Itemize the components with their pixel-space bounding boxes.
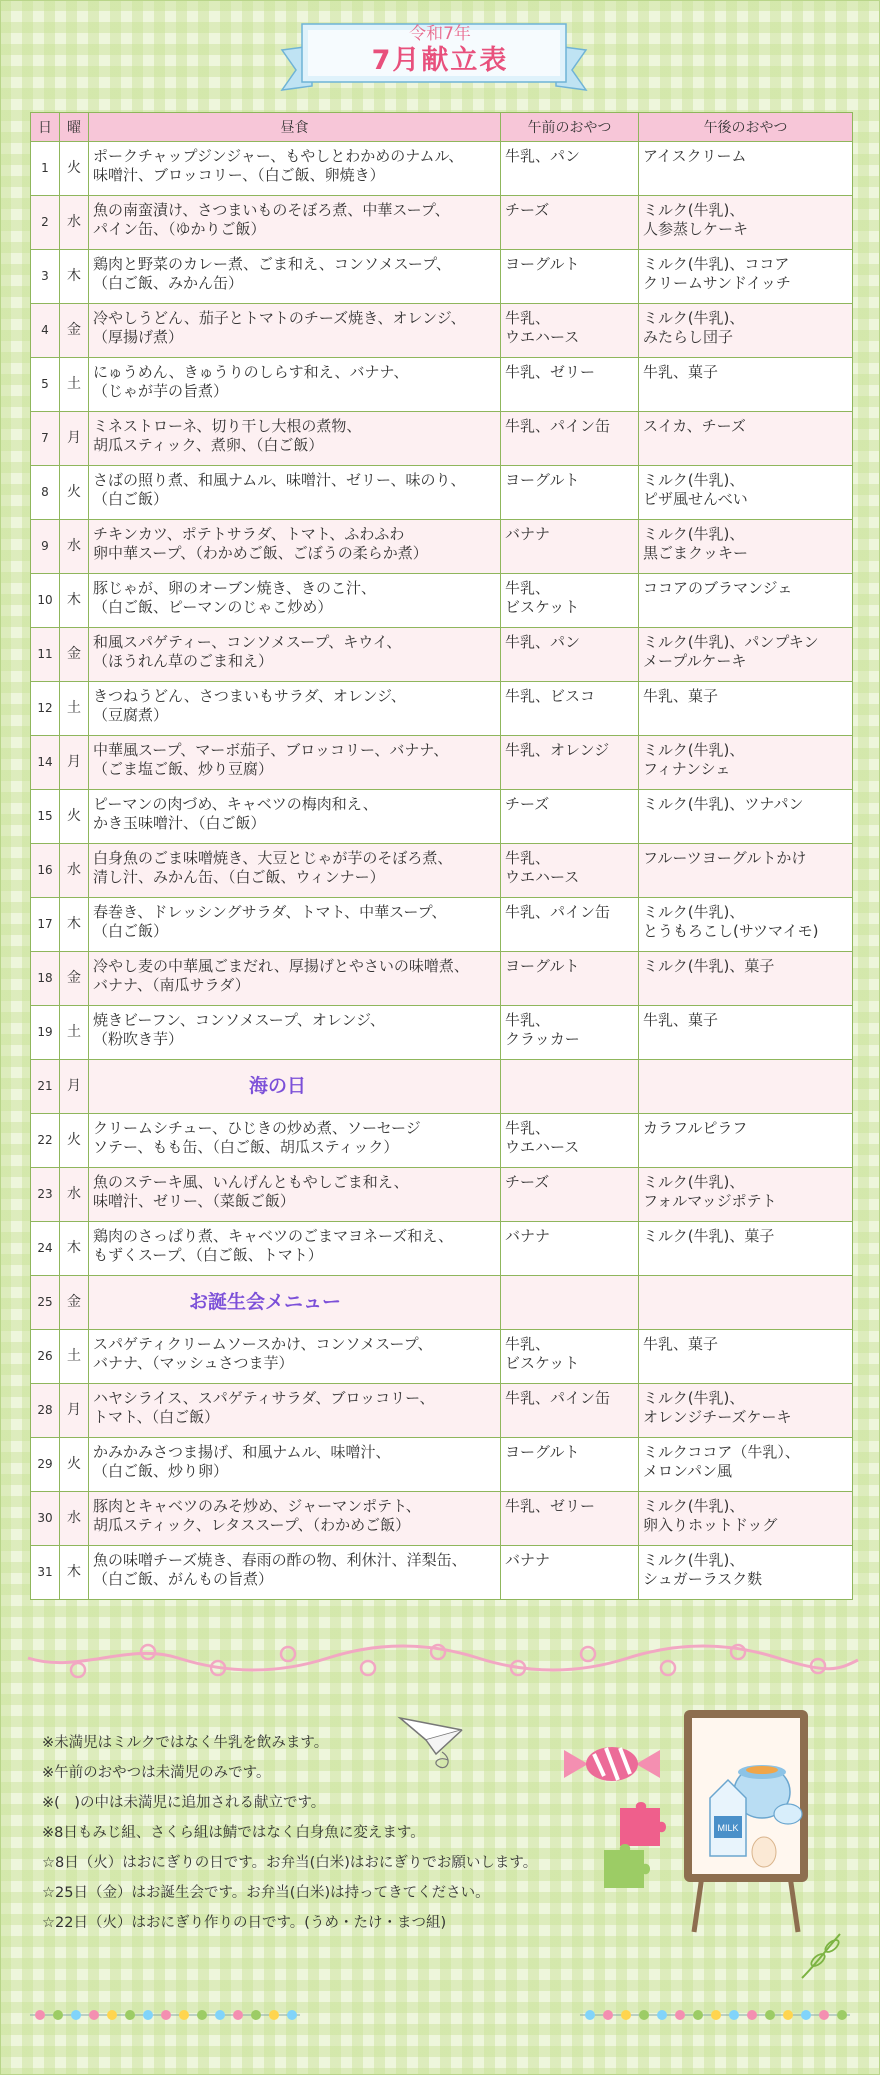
weekday-cell: 木 <box>60 574 89 628</box>
table-row <box>31 412 853 466</box>
lunch-cell: 冷やしうどん、茄子とトマトのチーズ焼き、オレンジ、 （厚揚げ煮） <box>89 304 501 358</box>
day-cell: 22 <box>31 1114 60 1168</box>
day-cell: 15 <box>31 790 60 844</box>
day-cell: 8 <box>31 466 60 520</box>
morning-snack-cell: 牛乳、 クラッカー <box>501 1006 639 1060</box>
afternoon-snack-cell: ココアのブラマンジェ <box>639 574 853 628</box>
title-block <box>302 24 578 78</box>
day-cell: 7 <box>31 412 60 466</box>
weekday-cell: 木 <box>60 250 89 304</box>
afternoon-snack-cell: ミルク(牛乳)、菓子 <box>639 1222 853 1276</box>
weekday-cell: 火 <box>60 1114 89 1168</box>
weekday-cell: 土 <box>60 358 89 412</box>
day-cell: 26 <box>31 1330 60 1384</box>
table-row <box>31 1060 853 1114</box>
lunch-cell: にゅうめん、きゅうりのしらす和え、バナナ、 （じゃが芋の旨煮） <box>89 358 501 412</box>
note-item: ※午前のおやつは未満児のみです。 <box>42 1765 271 1781</box>
day-cell: 11 <box>31 628 60 682</box>
day-cell: 18 <box>31 952 60 1006</box>
morning-snack-cell: チーズ <box>501 1168 639 1222</box>
afternoon-snack-cell: ミルク(牛乳)、 卵入りホットドッグ <box>639 1492 853 1546</box>
lunch-cell: さばの照り煮、和風ナムル、味噌汁、ゼリー、味のり、 （白ご飯） <box>89 466 501 520</box>
table-row <box>31 1276 853 1330</box>
day-cell: 3 <box>31 250 60 304</box>
lunch-cell: スパゲティクリームソースかけ、コンソメスープ、 バナナ、（マッシュさつま芋） <box>89 1330 501 1384</box>
morning-snack-cell: バナナ <box>501 520 639 574</box>
afternoon-snack-cell: 牛乳、菓子 <box>639 1330 853 1384</box>
morning-snack-cell: 牛乳、パイン缶 <box>501 898 639 952</box>
table-row <box>31 1006 853 1060</box>
day-cell: 16 <box>31 844 60 898</box>
col-lunch: 昼食 <box>89 113 501 142</box>
bead-string-left <box>30 2000 300 2030</box>
lunch-cell: 豚じゃが、卵のオーブン焼き、きのこ汁、 （白ご飯、ピーマンのじゃこ炒め） <box>89 574 501 628</box>
page-title: 7月献立表 <box>371 45 509 76</box>
afternoon-snack-cell: ミルク(牛乳)、 オレンジチーズケーキ <box>639 1384 853 1438</box>
afternoon-snack-cell: アイスクリーム <box>639 142 853 196</box>
table-row <box>31 574 853 628</box>
weekday-cell: 月 <box>60 412 89 466</box>
bead-string-right <box>580 2000 850 2030</box>
afternoon-snack-cell: 牛乳、菓子 <box>639 1006 853 1060</box>
note-item: ☆25日（金）はお誕生会です。お弁当(白米)は持ってきてください。 <box>42 1885 490 1901</box>
morning-snack-cell: 牛乳、ゼリー <box>501 358 639 412</box>
day-cell: 28 <box>31 1384 60 1438</box>
afternoon-snack-cell: ミルク(牛乳)、 とうもろこし(サツマイモ) <box>639 898 853 952</box>
morning-snack-cell: 牛乳、ゼリー <box>501 1492 639 1546</box>
empty-cell <box>639 1060 853 1114</box>
afternoon-snack-cell: ミルク(牛乳)、 フィナンシェ <box>639 736 853 790</box>
empty-cell <box>501 1276 639 1330</box>
milk-board-illustration <box>680 1706 812 1934</box>
lunch-cell: ミネストローネ、切り干し大根の煮物、 胡瓜スティック、煮卵、（白ご飯） <box>89 412 501 466</box>
lunch-cell: チキンカツ、ポテトサラダ、トマト、ふわふわ 卵中華スープ、（わかめご飯、ごぼうの柔らか煮） <box>89 520 501 574</box>
weekday-cell: 木 <box>60 898 89 952</box>
day-cell: 1 <box>31 142 60 196</box>
lunch-cell: 冷やし麦の中華風ごまだれ、厚揚げとやさいの味噌煮、 バナナ、（南瓜サラダ） <box>89 952 501 1006</box>
table-row <box>31 1438 853 1492</box>
morning-snack-cell: 牛乳、 ビスケット <box>501 1330 639 1384</box>
col-morning-snack: 午前のおやつ <box>501 113 639 142</box>
weekday-cell: 水 <box>60 1492 89 1546</box>
afternoon-snack-cell: ミルク(牛乳)、 シュガーラスク麩 <box>639 1546 853 1600</box>
table-row <box>31 1384 853 1438</box>
note-item: ※8日もみじ組、さくら組は鯖ではなく白身魚に変えます。 <box>42 1825 425 1841</box>
candy-icon <box>560 1740 664 1788</box>
milk-carton-label: MILK <box>717 1823 739 1833</box>
day-cell: 25 <box>31 1276 60 1330</box>
table-row <box>31 682 853 736</box>
table-row <box>31 1222 853 1276</box>
afternoon-snack-cell: カラフルピラフ <box>639 1114 853 1168</box>
weekday-cell: 火 <box>60 142 89 196</box>
menu-table <box>30 112 853 1600</box>
lunch-cell: 白身魚のごま味噌焼き、大豆とじゃが芋のそぼろ煮、 清し汁、みかん缶、（白ご飯、ウィンナー） <box>89 844 501 898</box>
day-cell: 17 <box>31 898 60 952</box>
special-day-label: お誕生会メニュー <box>89 1276 501 1330</box>
lunch-cell: 鶏肉と野菜のカレー煮、ごま和え、コンソメスープ、 （白ご飯、みかん缶） <box>89 250 501 304</box>
weekday-cell: 月 <box>60 736 89 790</box>
morning-snack-cell: ヨーグルト <box>501 952 639 1006</box>
col-day: 日 <box>31 113 60 142</box>
weekday-cell: 木 <box>60 1222 89 1276</box>
lunch-cell: 魚のステーキ風、いんげんともやしごま和え、 味噌汁、ゼリー、（菜飯ご飯） <box>89 1168 501 1222</box>
morning-snack-cell: ヨーグルト <box>501 1438 639 1492</box>
morning-snack-cell: 牛乳、ビスコ <box>501 682 639 736</box>
table-row <box>31 466 853 520</box>
day-cell: 19 <box>31 1006 60 1060</box>
weekday-cell: 土 <box>60 1330 89 1384</box>
lunch-cell: ピーマンの肉づめ、キャベツの梅肉和え、 かき玉味噌汁、（白ご飯） <box>89 790 501 844</box>
table-row <box>31 736 853 790</box>
day-cell: 23 <box>31 1168 60 1222</box>
weekday-cell: 水 <box>60 196 89 250</box>
morning-snack-cell: バナナ <box>501 1222 639 1276</box>
weekday-cell: 火 <box>60 790 89 844</box>
afternoon-snack-cell: スイカ、チーズ <box>639 412 853 466</box>
special-day-label: 海の日 <box>89 1060 501 1114</box>
afternoon-snack-cell: ミルク(牛乳)、 フォルマッジポテト <box>639 1168 853 1222</box>
lunch-cell: 春巻き、ドレッシングサラダ、トマト、中華スープ、 （白ご飯） <box>89 898 501 952</box>
lunch-cell: きつねうどん、さつまいもサラダ、オレンジ、 （豆腐煮） <box>89 682 501 736</box>
weekday-cell: 水 <box>60 520 89 574</box>
afternoon-snack-cell: フルーツヨーグルトかけ <box>639 844 853 898</box>
lunch-cell: ハヤシライス、スパゲティサラダ、ブロッコリー、 トマト、（白ご飯） <box>89 1384 501 1438</box>
lunch-cell: かみかみさつま揚げ、和風ナムル、味噌汁、 （白ご飯、炒り卵） <box>89 1438 501 1492</box>
table-row <box>31 1330 853 1384</box>
table-row <box>31 250 853 304</box>
weekday-cell: 土 <box>60 1006 89 1060</box>
afternoon-snack-cell: ミルク(牛乳)、ココア クリームサンドイッチ <box>639 250 853 304</box>
afternoon-snack-cell: ミルク(牛乳)、パンプキン メープルケーキ <box>639 628 853 682</box>
note-item: ※未満児はミルクではなく牛乳を飲みます。 <box>42 1735 329 1751</box>
afternoon-snack-cell: ミルク(牛乳)、 黒ごまクッキー <box>639 520 853 574</box>
day-cell: 2 <box>31 196 60 250</box>
lunch-cell: クリームシチュー、ひじきの炒め煮、ソーセージ ソテー、もも缶、（白ご飯、胡瓜スティック） <box>89 1114 501 1168</box>
lunch-cell: 魚の南蛮漬け、さつまいものそぼろ煮、中華スープ、 パイン缶、（ゆかりご飯） <box>89 196 501 250</box>
morning-snack-cell: チーズ <box>501 196 639 250</box>
table-row <box>31 142 853 196</box>
day-cell: 4 <box>31 304 60 358</box>
table-row <box>31 898 853 952</box>
leaf-sprig-icon <box>796 1928 846 1984</box>
lunch-cell: 焼きビーフン、コンソメスープ、オレンジ、 （粉吹き芋） <box>89 1006 501 1060</box>
era-label: 令和7年 <box>409 24 471 44</box>
table-row <box>31 628 853 682</box>
morning-snack-cell: 牛乳、オレンジ <box>501 736 639 790</box>
weekday-cell: 月 <box>60 1060 89 1114</box>
table-row <box>31 1114 853 1168</box>
weekday-cell: 土 <box>60 682 89 736</box>
weekday-cell: 月 <box>60 1384 89 1438</box>
weekday-cell: 金 <box>60 304 89 358</box>
morning-snack-cell: チーズ <box>501 790 639 844</box>
morning-snack-cell: 牛乳、 ウエハース <box>501 1114 639 1168</box>
lunch-cell: 和風スパゲティー、コンソメスープ、キウイ、 （ほうれん草のごま和え） <box>89 628 501 682</box>
day-cell: 5 <box>31 358 60 412</box>
table-row <box>31 358 853 412</box>
lunch-cell: 中華風スープ、マーボ茄子、ブロッコリー、バナナ、 （ごま塩ご飯、炒り豆腐） <box>89 736 501 790</box>
col-afternoon-snack: 午後のおやつ <box>639 113 853 142</box>
afternoon-snack-cell: 牛乳、菓子 <box>639 358 853 412</box>
morning-snack-cell: 牛乳、パイン缶 <box>501 412 639 466</box>
afternoon-snack-cell: ミルク(牛乳)、菓子 <box>639 952 853 1006</box>
lunch-cell: ポークチャップジンジャー、もやしとわかめのナムル、 味噌汁、ブロッコリー、（白ご飯、卵焼き） <box>89 142 501 196</box>
note-item: ☆8日（火）はおにぎりの日です。お弁当(白米)はおにぎりでお願いします。 <box>42 1855 538 1871</box>
weekday-cell: 金 <box>60 1276 89 1330</box>
weekday-cell: 水 <box>60 844 89 898</box>
weekday-cell: 木 <box>60 1546 89 1600</box>
weekday-cell: 金 <box>60 952 89 1006</box>
table-row <box>31 1492 853 1546</box>
day-cell: 14 <box>31 736 60 790</box>
table-row <box>31 1168 853 1222</box>
day-cell: 12 <box>31 682 60 736</box>
day-cell: 30 <box>31 1492 60 1546</box>
morning-snack-cell: 牛乳、 ビスケット <box>501 574 639 628</box>
table-row <box>31 1546 853 1600</box>
puzzle-piece-green-icon <box>596 1840 656 1896</box>
day-cell: 10 <box>31 574 60 628</box>
morning-snack-cell: バナナ <box>501 1546 639 1600</box>
notes-section <box>42 1728 602 1938</box>
day-cell: 24 <box>31 1222 60 1276</box>
afternoon-snack-cell: ミルクココア（牛乳）、 メロンパン風 <box>639 1438 853 1492</box>
table-header-row <box>31 113 853 142</box>
lunch-cell: 鶏肉のさっぱり煮、キャベツのごまマヨネーズ和え、 もずくスープ、（白ご飯、トマト） <box>89 1222 501 1276</box>
ribbon-garland <box>18 1630 862 1690</box>
afternoon-snack-cell: 牛乳、菓子 <box>639 682 853 736</box>
afternoon-snack-cell: ミルク(牛乳)、 人参蒸しケーキ <box>639 196 853 250</box>
afternoon-snack-cell: ミルク(牛乳)、 ピザ風せんべい <box>639 466 853 520</box>
table-row <box>31 844 853 898</box>
table-row <box>31 520 853 574</box>
table-row <box>31 790 853 844</box>
paper-airplane-icon <box>396 1710 476 1774</box>
morning-snack-cell: ヨーグルト <box>501 466 639 520</box>
afternoon-snack-cell: ミルク(牛乳)、 みたらし団子 <box>639 304 853 358</box>
empty-cell <box>501 1060 639 1114</box>
empty-cell <box>639 1276 853 1330</box>
note-item: ☆22日（火）はおにぎり作りの日です。(うめ・たけ・まつ組) <box>42 1915 447 1931</box>
morning-snack-cell: ヨーグルト <box>501 250 639 304</box>
col-weekday: 曜 <box>60 113 89 142</box>
day-cell: 29 <box>31 1438 60 1492</box>
weekday-cell: 火 <box>60 466 89 520</box>
morning-snack-cell: 牛乳、 ウエハース <box>501 844 639 898</box>
morning-snack-cell: 牛乳、 ウエハース <box>501 304 639 358</box>
note-item: ※( )の中は未満児に追加される献立です。 <box>42 1795 326 1811</box>
afternoon-snack-cell: ミルク(牛乳)、ツナパン <box>639 790 853 844</box>
weekday-cell: 金 <box>60 628 89 682</box>
table-row <box>31 952 853 1006</box>
morning-snack-cell: 牛乳、パン <box>501 142 639 196</box>
day-cell: 31 <box>31 1546 60 1600</box>
table-row <box>31 196 853 250</box>
weekday-cell: 水 <box>60 1168 89 1222</box>
table-row <box>31 304 853 358</box>
weekday-cell: 火 <box>60 1438 89 1492</box>
morning-snack-cell: 牛乳、パイン缶 <box>501 1384 639 1438</box>
day-cell: 21 <box>31 1060 60 1114</box>
lunch-cell: 魚の味噌チーズ焼き、春雨の酢の物、利休汁、洋梨缶、 （白ご飯、がんもの旨煮） <box>89 1546 501 1600</box>
lunch-cell: 豚肉とキャベツのみそ炒め、ジャーマンポテト、 胡瓜スティック、レタススープ、（わかめご飯） <box>89 1492 501 1546</box>
table-body <box>31 142 853 1600</box>
morning-snack-cell: 牛乳、パン <box>501 628 639 682</box>
day-cell: 9 <box>31 520 60 574</box>
